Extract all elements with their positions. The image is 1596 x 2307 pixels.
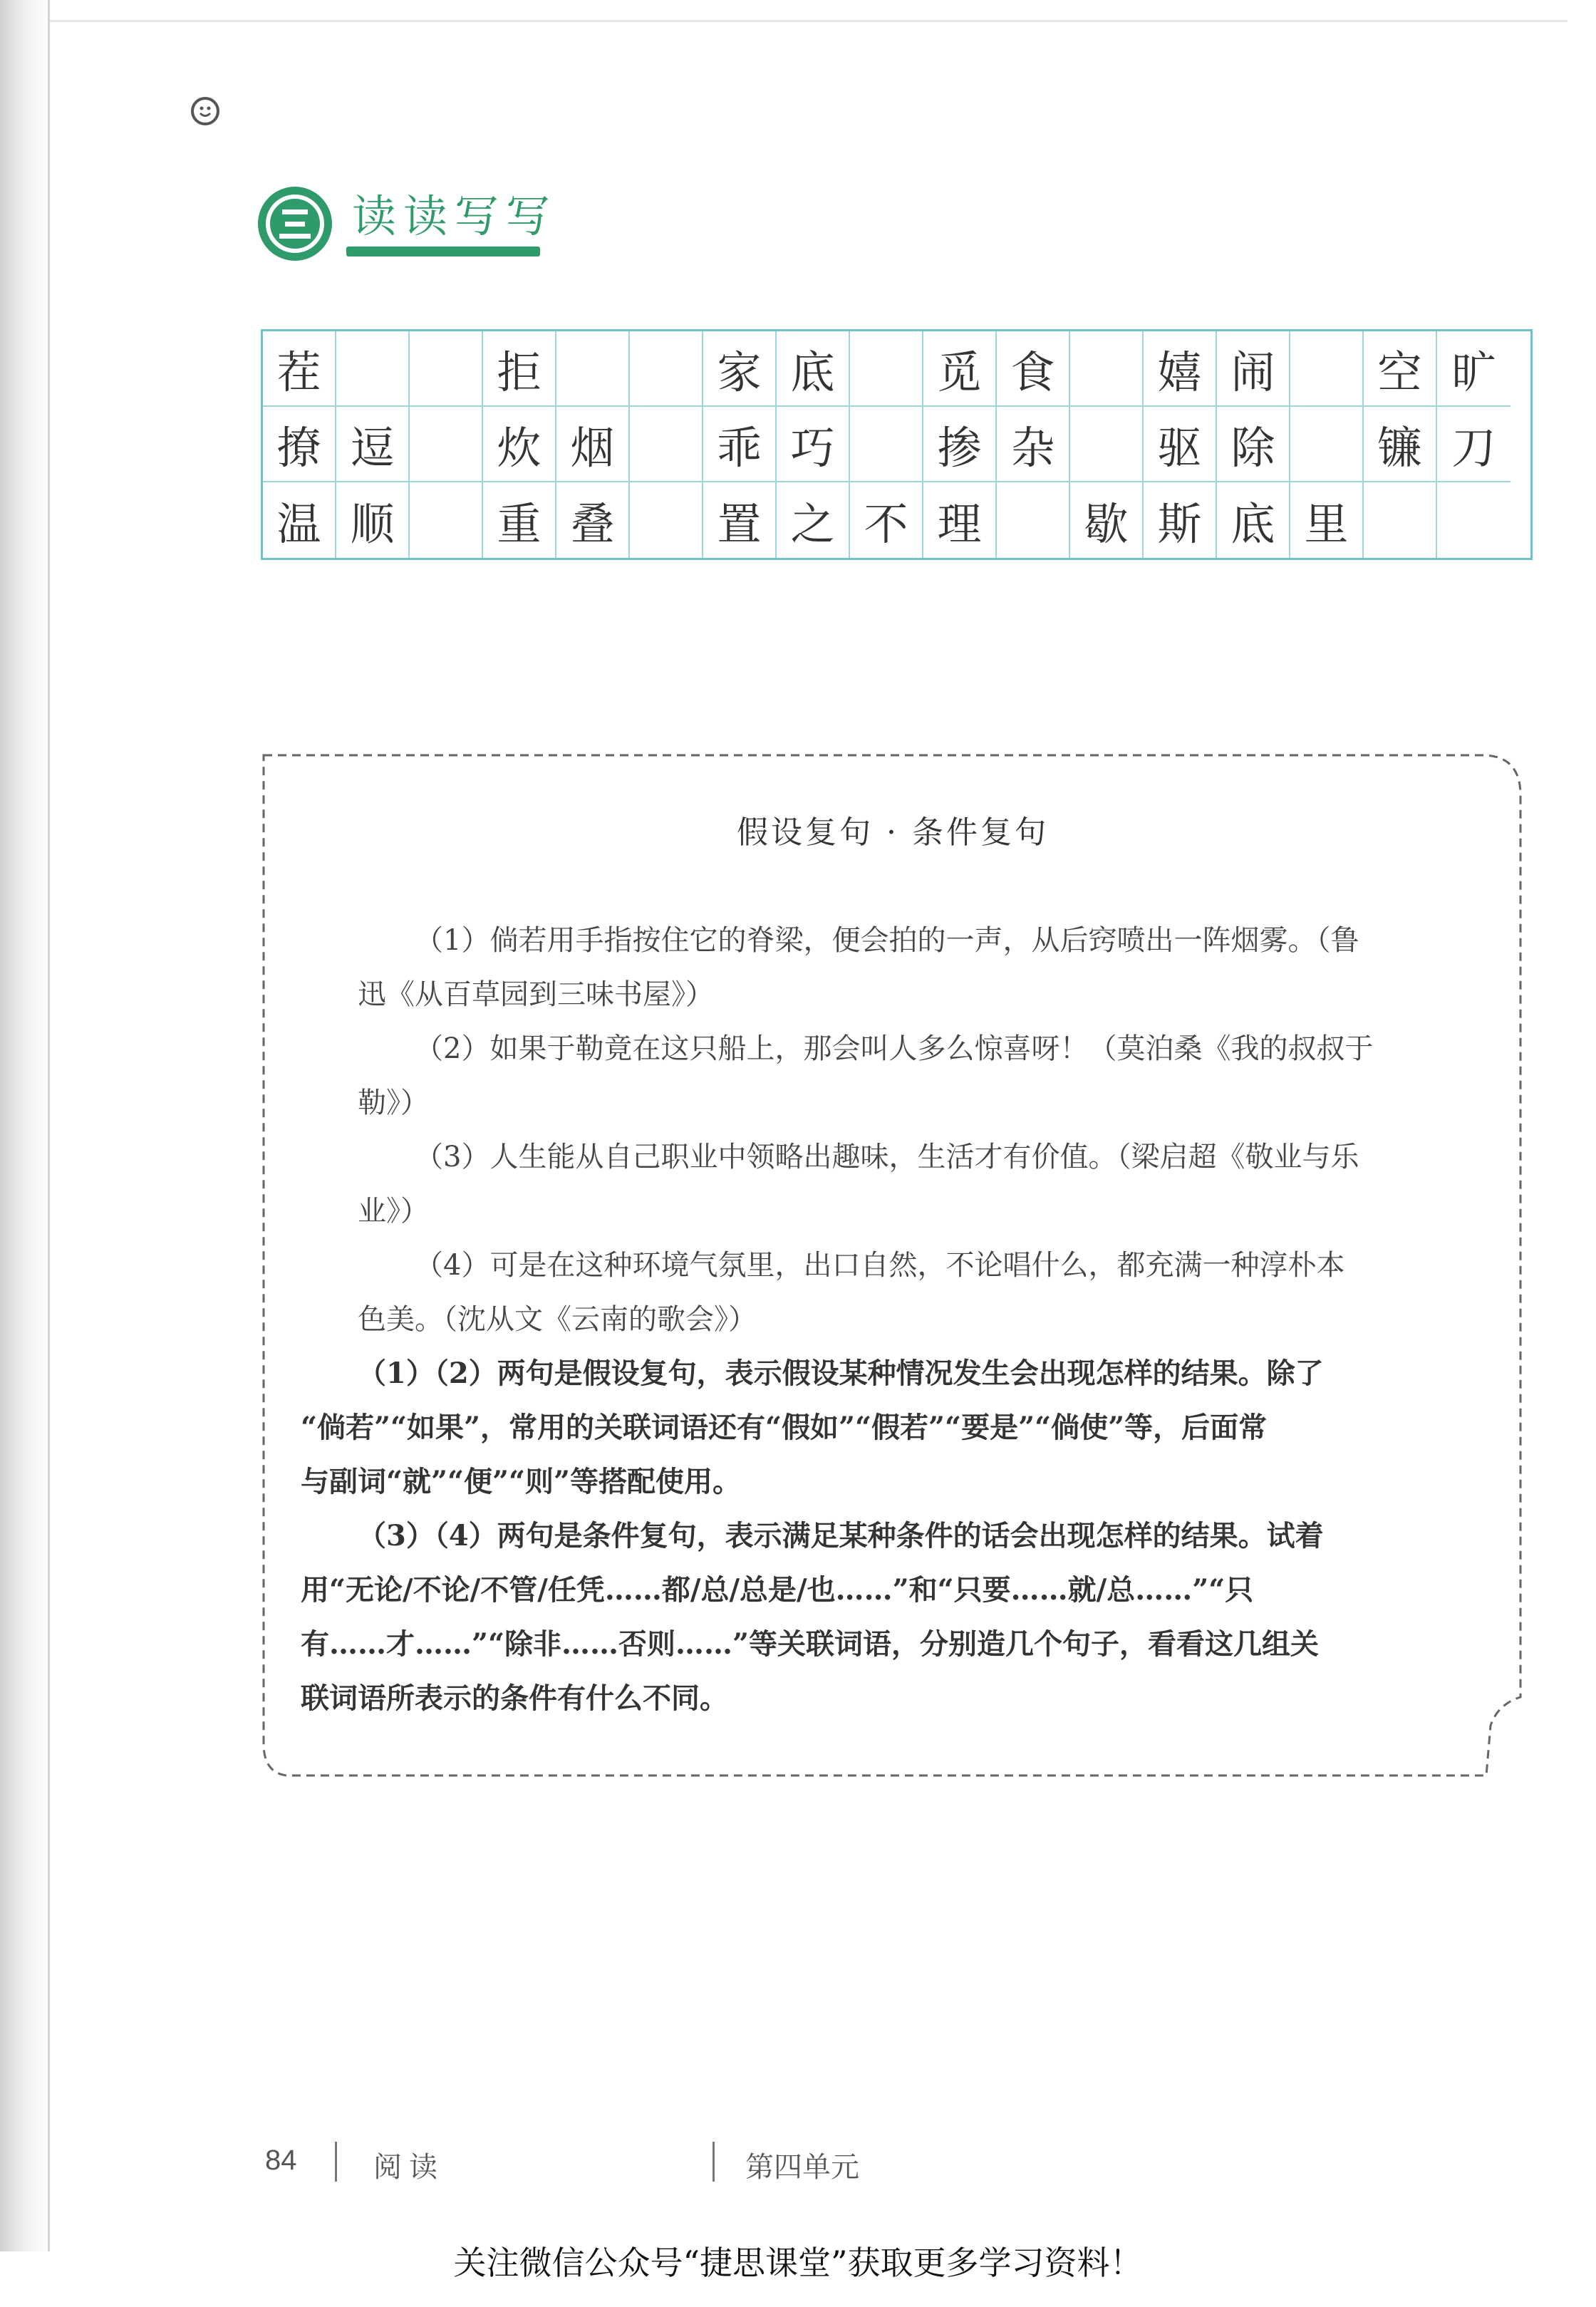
grid-cell: 乖: [703, 407, 777, 482]
explanation-1-line-1: （1）（2）两句是假设复句，表示假设某种情况发生会出现怎样的结果。除了: [358, 1357, 1324, 1390]
explanation-1-line-2: “倘若”“如果”，常用的关联词语还有“假如”“假若”“要是”“倘使”等，后面常: [301, 1411, 1268, 1444]
grid-cell: 镰: [1364, 407, 1437, 482]
example-1-line-2: 迅《从百草园到三味书屋》）: [358, 978, 714, 1011]
tip-title: 假设复句 · 条件复句: [737, 814, 1049, 851]
grid-cell: 烟: [556, 407, 630, 482]
example-1-line-1: （1）倘若用手指按住它的脊梁，便会拍的一声，从后窍喷出一阵烟雾。（鲁: [415, 924, 1359, 957]
page-top-edge: [50, 20, 1568, 22]
explanation-2-line-1: （3）（4）两句是条件复句，表示满足某种条件的话会出现怎样的结果。试着: [358, 1519, 1324, 1552]
grid-cell: 旷: [1437, 331, 1510, 407]
grid-cell: 里: [1290, 482, 1364, 558]
example-3-line-2: 业》）: [358, 1195, 429, 1228]
grid-cell: [630, 482, 703, 558]
grid-cell: 逗: [336, 407, 410, 482]
explanation-2-line-3: 有……才……”“除非……否则……”等关联词语，分别造几个句子，看看这几组关: [301, 1627, 1320, 1661]
grid-cell: [1437, 482, 1510, 558]
grid-cell: 拒: [483, 331, 556, 407]
example-2-line-1: （2）如果于勒竟在这只船上，那会叫人多么惊喜呀！（莫泊桑《我的叔叔于: [415, 1032, 1374, 1065]
grid-cell: 巧: [777, 407, 850, 482]
grid-cell: [1070, 331, 1144, 407]
grid-cell: [850, 407, 923, 482]
grid-cell: [1070, 407, 1144, 482]
explanation-2-line-2: 用“无论/不论/不管/任凭……都/总/总是/也……”和“只要……就/总……”“只: [301, 1573, 1254, 1607]
example-2-line-2: 勒》）: [358, 1087, 429, 1119]
grid-cell: 驱: [1144, 407, 1217, 482]
grid-cell: [1290, 407, 1364, 482]
grid-cell: 闹: [1217, 331, 1290, 407]
grid-cell: 炊: [483, 407, 556, 482]
grid-cell: 除: [1217, 407, 1290, 482]
explanation-1-line-3: 与副词“就”“便”“则”等搭配使用。: [301, 1465, 742, 1498]
grid-cell: [850, 331, 923, 407]
section-title: 读读写写: [352, 190, 558, 242]
grid-cell: 掺: [923, 407, 997, 482]
grid-cell: [410, 407, 483, 482]
explanation-2-line-4: 联词语所表示的条件有什么不同。: [301, 1681, 728, 1715]
grid-cell: [556, 331, 630, 407]
grid-cell: [1290, 331, 1364, 407]
footer-unit-label: 第四单元: [745, 2152, 859, 2183]
grid-cell: 斯: [1144, 482, 1217, 558]
grid-cell: [410, 482, 483, 558]
grid-cell: 歇: [1070, 482, 1144, 558]
smiley-icon: [191, 97, 219, 125]
grid-cell: 底: [1217, 482, 1290, 558]
grammar-tip-box: [258, 750, 1528, 1790]
grid-cell: 底: [777, 331, 850, 407]
grid-cell: 不: [850, 482, 923, 558]
grid-cell: 空: [1364, 331, 1437, 407]
grid-cell: [630, 331, 703, 407]
grid-cell: 刀: [1437, 407, 1510, 482]
grid-cell: 家: [703, 331, 777, 407]
grid-cell: 理: [923, 482, 997, 558]
example-4-line-1: （4）可是在这种环境气氛里，出口自然，不论唱什么，都充满一种淳朴本: [415, 1249, 1345, 1282]
footer-divider: [712, 2142, 715, 2182]
grid-cell: 觅: [923, 331, 997, 407]
grid-cell: [410, 331, 483, 407]
grid-cell: 重: [483, 482, 556, 558]
tip-content: [301, 913, 1463, 1726]
grid-cell: 叠: [556, 482, 630, 558]
example-4-line-2: 色美。（沈从文《云南的歌会》）: [358, 1303, 757, 1336]
grid-cell: 杂: [997, 407, 1070, 482]
grid-cell: 撩: [263, 407, 336, 482]
section-number-icon: [258, 187, 332, 261]
watermark-text: 关注微信公众号“捷思课堂”获取更多学习资料！: [453, 2244, 1143, 2282]
grid-cell: [630, 407, 703, 482]
section-title-underline: [346, 247, 540, 256]
example-3-line-1: （3）人生能从自己职业中领略出趣味，生活才有价值。（梁启超《敬业与乐: [415, 1141, 1359, 1173]
footer-section-label: 阅读: [373, 2152, 445, 2183]
grid-cell: 之: [777, 482, 850, 558]
footer-divider: [335, 2142, 337, 2182]
grid-cell: [997, 482, 1070, 558]
grid-cell: [1364, 482, 1437, 558]
book-page-edge: [0, 0, 50, 2251]
grid-cell: 茬: [263, 331, 336, 407]
grid-cell: 温: [263, 482, 336, 558]
grid-cell: 顺: [336, 482, 410, 558]
grid-cell: 置: [703, 482, 777, 558]
grid-cell: [336, 331, 410, 407]
vocabulary-grid: [261, 329, 1533, 560]
grid-cell: 嬉: [1144, 331, 1217, 407]
page-number: 84: [265, 2145, 297, 2176]
grid-cell: 食: [997, 331, 1070, 407]
